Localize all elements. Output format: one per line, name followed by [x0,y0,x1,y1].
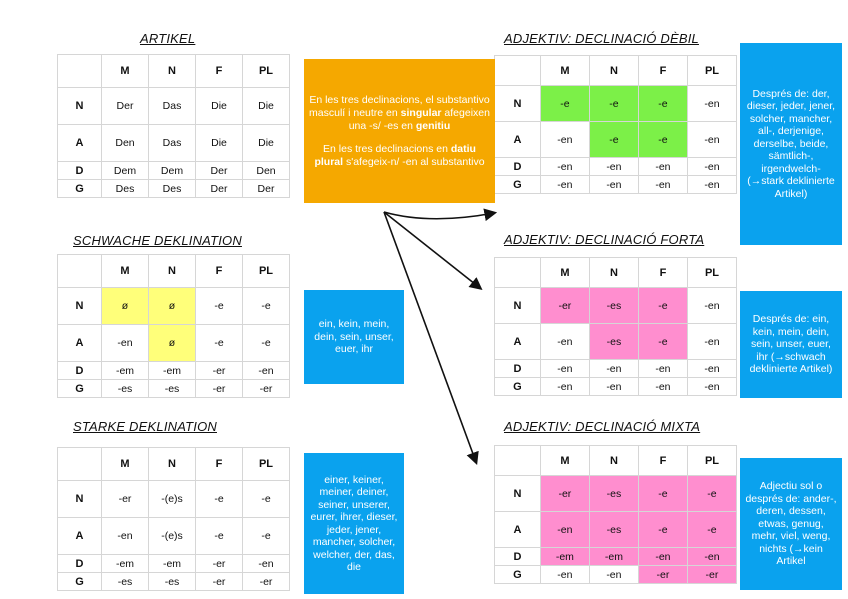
ending-cell: -er [196,573,243,591]
case-label: A [495,324,541,360]
ending-cell: Das [149,125,196,162]
orange-note-bold-2: genitiu [415,119,451,132]
ending-cell: -en [540,176,589,194]
column-header: M [102,255,149,288]
column-header: PL [243,55,290,88]
ending-cell: -e [589,86,638,122]
ending-cell: -en [540,378,589,396]
ending-cell: -e [638,512,687,548]
ending-cell: -en [589,158,638,176]
ending-cell: -e [638,324,687,360]
ending-cell: ø [149,288,196,325]
ending-cell: -e [638,86,687,122]
ending-cell: -en [540,122,589,158]
case-label: A [58,125,102,162]
case-label: G [58,180,102,198]
mixta-title: ADJEKTIV: DECLINACIÓ MIXTA [504,419,701,434]
column-header: PL [243,255,290,288]
column-header: M [540,446,589,476]
ending-cell: -en [589,360,638,378]
ending-cell: Die [243,88,290,125]
ending-cell: Die [196,88,243,125]
case-label: A [495,122,541,158]
column-header: PL [687,446,736,476]
ending-cell: -en [687,176,736,194]
case-label: D [495,548,541,566]
ending-cell: Der [196,180,243,198]
orange-note-text-4: s'afegeix-n/ -en al substantivo [343,155,485,168]
ending-cell: -en [687,288,736,324]
ending-cell: -em [589,548,638,566]
case-label: A [495,512,541,548]
debil-note: Després de: der, dieser, jeder, jener, solcher, mancher, all-, derjenige, derselbe, beide, sämtlich-, irgendwelch- (→stark deklinierte Artikel) [740,43,842,245]
ending-cell: -en [687,378,736,396]
case-label: G [495,378,541,396]
column-header: N [149,255,196,288]
case-label: N [495,86,541,122]
ending-cell: -er [687,566,736,584]
ending-cell: -en [540,512,589,548]
ending-cell: -en [589,176,638,194]
ending-cell: -en [589,566,638,584]
ending-cell: -e [638,288,687,324]
orange-note-bold-1: singular [400,106,442,119]
ending-cell: Des [102,180,149,198]
ending-cell: Der [196,162,243,180]
ending-cell: -en [540,158,589,176]
ending-cell: -es [589,476,638,512]
ending-cell: -em [149,362,196,380]
ending-cell: Des [149,180,196,198]
ending-cell: -er [196,555,243,573]
ending-cell: -em [540,548,589,566]
schwache-title: SCHWACHE DEKLINATION [73,233,242,248]
column-header: F [638,56,687,86]
ending-cell: -er [540,288,589,324]
ending-cell: -en [540,566,589,584]
column-header: PL [687,56,736,86]
case-label: G [495,566,541,584]
case-label: G [58,573,102,591]
ending-cell: Der [102,88,149,125]
case-label: D [495,158,541,176]
ending-cell: -e [196,325,243,362]
ending-cell: Dem [102,162,149,180]
ending-cell: -e [196,518,243,555]
ending-cell: -es [102,573,149,591]
ending-cell: -en [102,325,149,362]
case-label: N [495,476,541,512]
ending-cell: Dem [149,162,196,180]
ending-cell: -e [687,476,736,512]
artikel-title: ARTIKEL [140,31,196,46]
column-header: F [196,255,243,288]
ending-cell: -es [149,380,196,398]
ending-cell: -en [687,86,736,122]
ending-cell: Den [102,125,149,162]
starke-title: STARKE DEKLINATION [73,419,217,434]
column-header: N [589,56,638,86]
ending-cell: -em [102,362,149,380]
ending-cell: -er [638,566,687,584]
case-label: D [58,162,102,180]
ending-cell: Der [243,180,290,198]
ending-cell: -en [687,324,736,360]
column-header: N [589,258,638,288]
ending-cell: -en [589,378,638,396]
ending-cell: -(e)s [149,518,196,555]
ending-cell: -en [638,360,687,378]
ending-cell: ø [102,288,149,325]
ending-cell: -en [243,555,290,573]
ending-cell: -e [243,518,290,555]
ending-cell: -e [638,476,687,512]
ending-cell: -e [243,325,290,362]
ending-cell: -er [243,380,290,398]
orange-note-bold-3: datiu plural [314,142,476,168]
ending-cell: -en [638,378,687,396]
case-label: A [58,518,102,555]
ending-cell: -es [149,573,196,591]
ending-cell: -en [638,158,687,176]
column-header: N [149,55,196,88]
ending-cell: -en [102,518,149,555]
case-label: G [495,176,541,194]
ending-cell: -er [196,380,243,398]
forta-title: ADJEKTIV: DECLINACIÓ FORTA [504,232,705,247]
case-label: N [58,288,102,325]
case-label: A [58,325,102,362]
ending-cell: -em [149,555,196,573]
ending-cell: -es [102,380,149,398]
ending-cell: -en [687,360,736,378]
case-label: D [58,555,102,573]
ending-cell: Den [243,162,290,180]
orange-note-text-3: En les tres declinacions en [323,142,448,155]
ending-cell: -en [638,176,687,194]
ending-cell: -er [102,481,149,518]
ending-cell: -en [540,324,589,360]
case-label: N [58,88,102,125]
case-label: N [58,481,102,518]
ending-cell: -es [589,288,638,324]
ending-cell: -en [687,548,736,566]
arrow-to-debil [384,212,494,219]
column-header: PL [687,258,736,288]
case-label: G [58,380,102,398]
case-label: D [58,362,102,380]
ending-cell: -en [687,158,736,176]
debil-title: ADJEKTIV: DECLINACIÓ DÈBIL [504,31,699,46]
ending-cell: -e [687,512,736,548]
ending-cell: -(e)s [149,481,196,518]
ending-cell: -er [196,362,243,380]
forta-note: Després de: ein, kein, mein, dein, sein, unser, euer, ihr (→schwach deklinierte Artikel) [740,291,842,398]
ending-cell: -es [589,512,638,548]
ending-cell: -en [687,122,736,158]
ending-cell: Die [243,125,290,162]
column-header: F [638,446,687,476]
orange-note-text-1: En les tres declinacions, el substantivo masculí i neutre en [309,93,490,119]
mixta-note: Adjectiu sol o després de: ander-, deren, dessen, etwas, genug, mehr, viel, weng, nichts (→kein Artikel [740,458,842,590]
ending-cell: -er [243,573,290,591]
ending-cell: -em [102,555,149,573]
ending-cell: ø [149,325,196,362]
case-label: D [495,360,541,378]
ending-cell: -e [540,86,589,122]
ending-cell: -e [196,288,243,325]
ending-cell: -e [638,122,687,158]
column-header: M [540,258,589,288]
column-header: F [638,258,687,288]
ending-cell: Die [196,125,243,162]
column-header: F [196,448,243,481]
starke-note: einer, keiner, meiner, deiner, seiner, unserer, eurer, ihrer, dieser, jeder, jener, mancher, solcher, welcher, der, das, die [304,453,404,594]
ending-cell: Das [149,88,196,125]
ending-cell: -e [243,481,290,518]
schwache-note: ein, kein, mein, dein, sein, unser, euer, ihr [304,290,404,384]
ending-cell: -en [243,362,290,380]
ending-cell: -es [589,324,638,360]
arrow-to-mixta [384,212,476,462]
column-header: N [589,446,638,476]
column-header: N [149,448,196,481]
ending-cell: -e [243,288,290,325]
ending-cell: -er [540,476,589,512]
ending-cell: -en [638,548,687,566]
column-header: M [102,448,149,481]
orange-note-text-2: afegeixen una -s/ -es en [348,106,490,132]
column-header: M [102,55,149,88]
column-header: F [196,55,243,88]
ending-cell: -en [540,360,589,378]
ending-cell: -e [196,481,243,518]
case-label: N [495,288,541,324]
column-header: M [540,56,589,86]
column-header: PL [243,448,290,481]
ending-cell: -e [589,122,638,158]
